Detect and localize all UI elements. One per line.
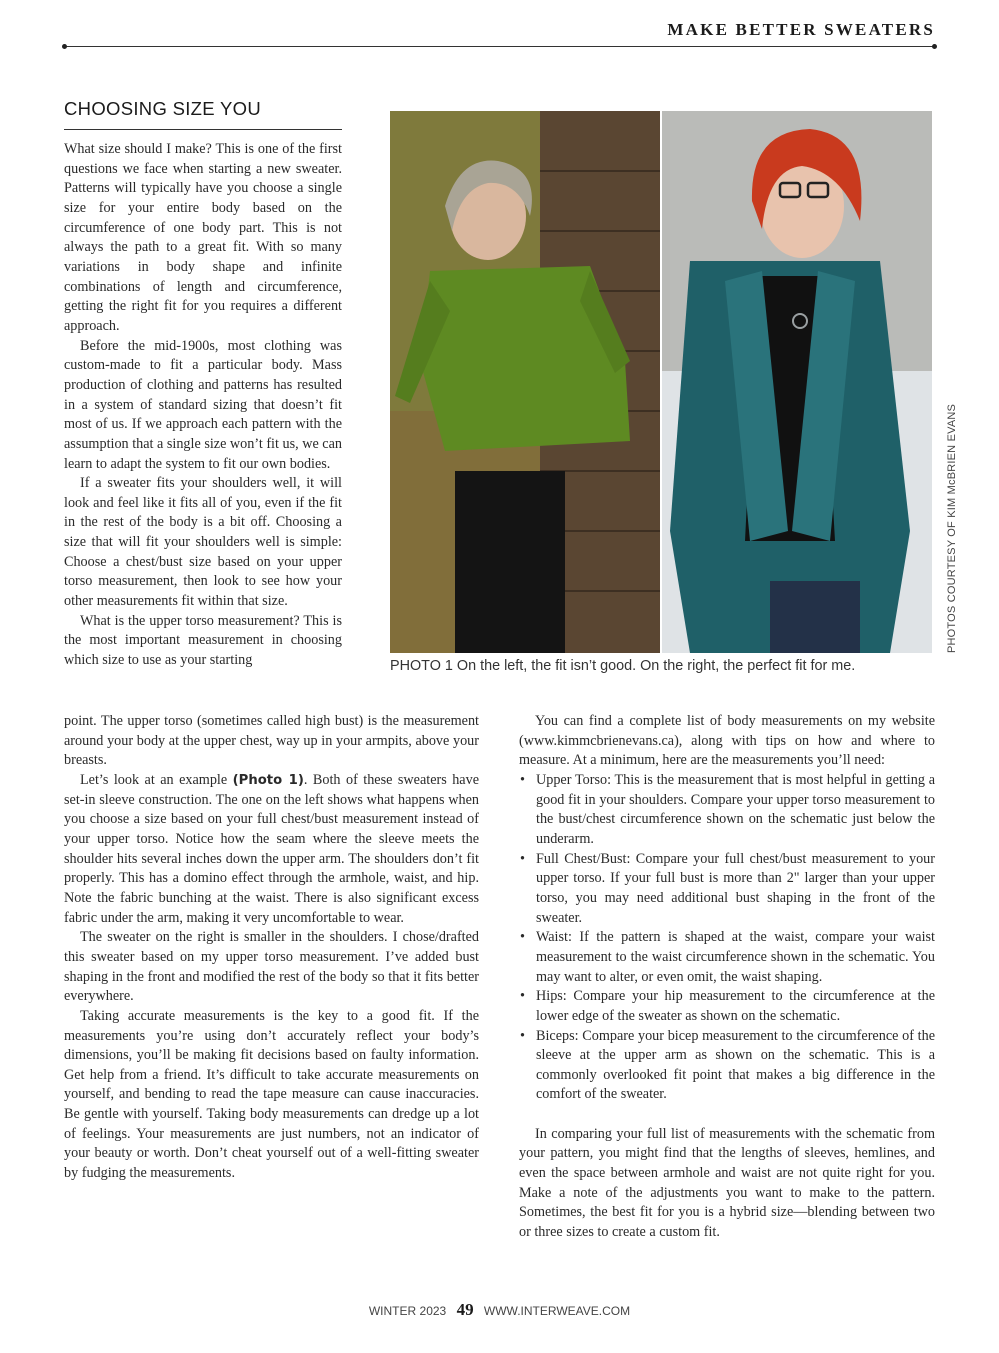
header-rule — [64, 46, 935, 47]
list-item: • Biceps: Compare your bicep measurement to the circumference of the sleeve at the upper arm as shown on the schematic. This is a commonly overlooked fit point that makes a big difference in the comfort of the sweater. — [519, 1027, 935, 1106]
photo-reference: (Photo 1) — [232, 772, 304, 788]
spacer — [519, 1105, 935, 1125]
list-item: • Waist: If the pattern is shaped at the waist, compare your waist measurement to the waist circumference shown in the schematic. You may want to alter, or even omit, the waist shaping. — [519, 928, 935, 987]
photo-illustration — [390, 111, 932, 653]
paragraph: If a sweater fits your shoulders well, it will look and feel like it fits all of you, even if the fit in the rest of the body is a bit off. Choosing a size that will fit your shoulders well is simple: Choose a chest/bust size based on your upper torso measurement, then look to see how your other measurements fit within that size. — [64, 475, 342, 610]
paragraph-example — [64, 771, 479, 928]
paragraph-closing: In comparing your full list of measurements with the schematic from your pattern, you might find that the lengths of sleeves, hemlines, and even the space between armhole and waist are not quite right for you. Make a note of the adjustments you want to make to the pattern. Sometimes, the best fit for you is a hybrid size—blending between two or three sizes to create a custom fit. — [519, 1125, 935, 1241]
paragraph: What is the upper torso measurement? This is the most important measurement in choosing which size to use as your starting — [64, 612, 342, 669]
paragraph-continued: point. The upper torso (sometimes called high bust) is the measurement around your body at the upper chest, way up in your armpits, above your breasts. — [64, 713, 479, 769]
list-item: • Full Chest/Bust: Compare your full chest/bust measurement to your upper torso. If your full bust is more than 2" larger than your upper torso, you may need additional bust shaping in the front of the sweater. — [519, 850, 935, 929]
photo-credit: PHOTOS COURTESY OF KIM McBRIEN EVANS — [946, 403, 958, 653]
page-number: 49 — [456, 1300, 474, 1319]
black-skirt — [455, 471, 565, 653]
paragraph-intro: You can find a complete list of body measurements on my website (www.kimmcbrienevans.ca), along with tips on how and where to measure. At a minimum, here are the measurements you’ll need: — [519, 713, 935, 769]
running-header-title: MAKE BETTER SWEATERS — [667, 20, 935, 39]
jeans — [770, 581, 860, 653]
list-item: • Upper Torso: This is the measurement that is most helpful in getting a good fit in your shoulders. Compare your upper torso measurement to the bust/chest circumference shown on the schematic just below the underarm. — [519, 771, 935, 850]
example-text-start: Let’s look at an example — [80, 771, 233, 788]
footer — [0, 1300, 999, 1320]
measurement-list — [519, 771, 935, 1105]
photo-1 — [390, 111, 932, 653]
photo-divider — [660, 111, 662, 653]
section-title: CHOOSING SIZE YOU — [64, 98, 342, 130]
paragraph: Taking accurate measurements is the key to a good fit. If the measurements you’re using don’t accurately reflect your body’s dimensions, you’ll be making fit decisions based on faulty information. Get help from a friend. It’s difficult to take accurate measurements on yourself, and bending to read the tape measure can cause inaccuracies. Be gentle with yourself. Taking body measurements can dredge up a lot of feelings. Your measurements are just numbers, not an indicator of your beauty or worth. Don’t cheat yourself out of a well-fitting sweater by fudging the measurements. — [64, 1007, 479, 1182]
photo-caption: PHOTO 1 On the left, the fit isn’t good. On the right, the perfect fit for me. — [390, 658, 856, 674]
column-1-top — [64, 140, 342, 716]
paragraph: Before the mid-1900s, most clothing was custom-made to fit a particular body. Mass production of clothing and patterns has resulted in a system of standard sizing that doesn’t fit most of us. If we approach each pattern with the assumption that a single size won’t fit us, we can learn to adapt the system to fit our own bodies. — [64, 337, 342, 472]
column-2 — [519, 712, 935, 1243]
example-text-end: . Both of these sweaters have set-in sleeve construction. The one on the left shows what happens when you choose a size based on your full chest/bust measurement instead of your upper torso. Notice how the seam where the sleeve meets the shoulder hits several inches down the upper arm. The shoulders don’t fit properly. This has a domino effect through the armhole, waist, and hip. Note the fabric bunching at the waist. There is also significant excess fabric under the arm, making it very uncomfortable to wear. — [64, 771, 479, 926]
column-1-bottom — [64, 712, 479, 1184]
list-item: • Hips: Compare your hip measurement to the circumference at the lower edge of the sweater as shown on the schematic. — [519, 987, 935, 1026]
footer-url: WWW.INTERWEAVE.COM — [483, 1304, 631, 1318]
paragraph: What size should I make? This is one of the first questions we face when starting a new sweater. Patterns will typically have you choose a single size for your entire body based on the circumference of one body part. This is not always the path to a great fit. With so many variations in body shape and infinite combinations of length and circumference, getting the right fit for you requires a different approach. — [64, 141, 342, 334]
paragraph: The sweater on the right is smaller in the shoulders. I chose/drafted this sweater based on my upper torso measurement. I’ve added bust shaping in the front and modified the rest of the body so that it fits better everywhere. — [64, 929, 479, 1005]
footer-issue: WINTER 2023 — [368, 1304, 447, 1318]
